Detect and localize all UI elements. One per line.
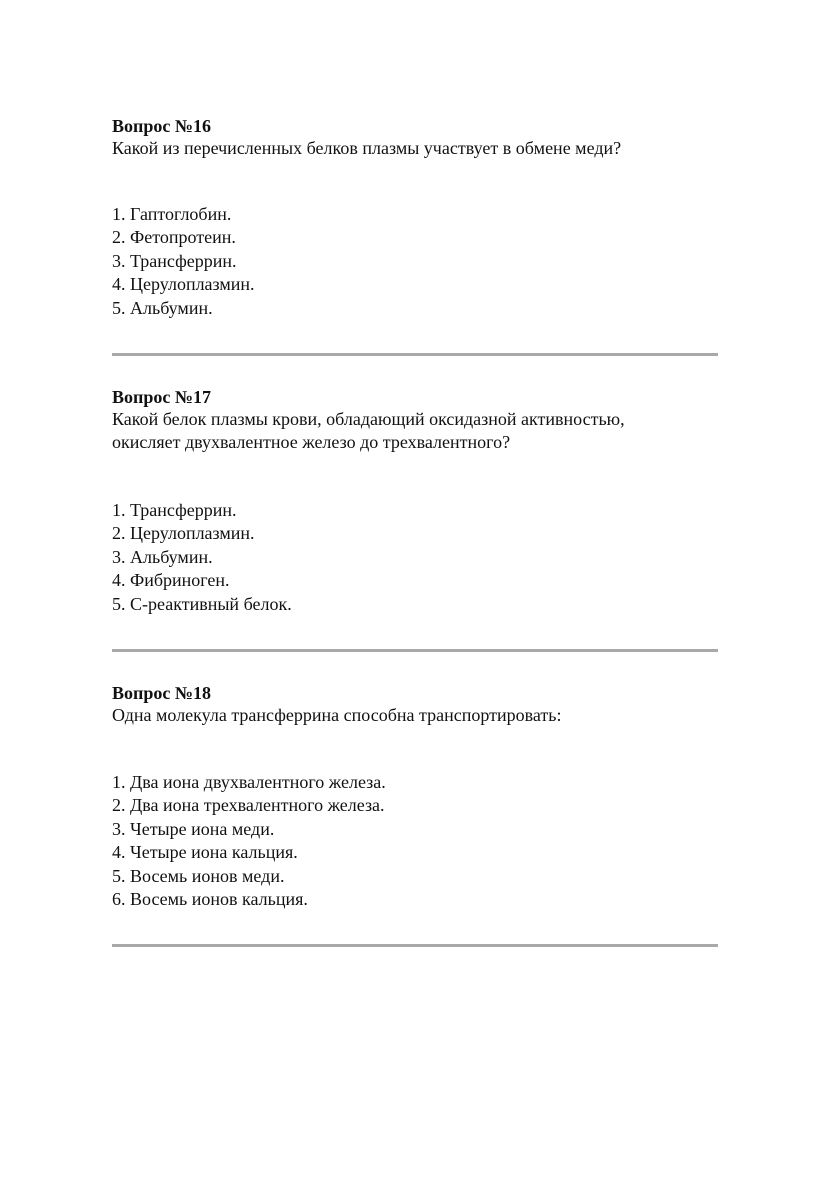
answer-option: 1. Два иона двухвалентного железа.	[112, 772, 386, 792]
answer-option: 4. Церулоплазмин.	[112, 274, 255, 295]
answer-option: 4. Фибриноген.	[112, 570, 230, 591]
question-title: Вопрос №18	[112, 683, 211, 703]
answer-list	[112, 203, 718, 320]
question-title: Вопрос №16	[112, 116, 211, 136]
answer-option: 4. Четыре иона кальция.	[112, 842, 298, 863]
answer-option: 1. Гаптоглобин.	[112, 204, 232, 224]
answer-option: 3. Альбумин.	[112, 546, 213, 567]
answer-option: 5. С-реактивный белок.	[112, 593, 292, 614]
answer-option: 5. Альбумин.	[112, 297, 213, 318]
separator-line	[112, 944, 718, 947]
answer-option: 5. Восемь ионов меди.	[112, 865, 285, 886]
question-text-line: Какой белок плазмы крови, обладающий оксидазной активностью,	[112, 409, 625, 429]
answer-option: 6. Восемь ионов кальция.	[112, 889, 308, 910]
answer-list	[112, 771, 718, 911]
question-18	[112, 682, 718, 727]
answer-option: 2. Два иона трехвалентного железа.	[112, 795, 385, 816]
separator-line	[112, 649, 718, 652]
answer-option: 2. Фетопротеин.	[112, 227, 236, 248]
answer-option: 1. Трансферрин.	[112, 500, 237, 520]
question-16	[112, 115, 718, 160]
answer-list	[112, 499, 718, 616]
question-text: Какой из перечисленных белков плазмы участвует в обмене меди?	[112, 138, 622, 158]
question-17	[112, 386, 718, 454]
question-text: Одна молекула трансферрина способна транспортировать:	[112, 705, 562, 725]
separator-line	[112, 353, 718, 356]
question-text-line: окисляет двухвалентное железо до трехвалентного?	[112, 432, 511, 452]
question-title: Вопрос №17	[112, 387, 211, 407]
answer-option: 3. Четыре иона меди.	[112, 818, 275, 839]
answer-option: 3. Трансферрин.	[112, 250, 237, 271]
answer-option: 2. Церулоплазмин.	[112, 523, 255, 544]
